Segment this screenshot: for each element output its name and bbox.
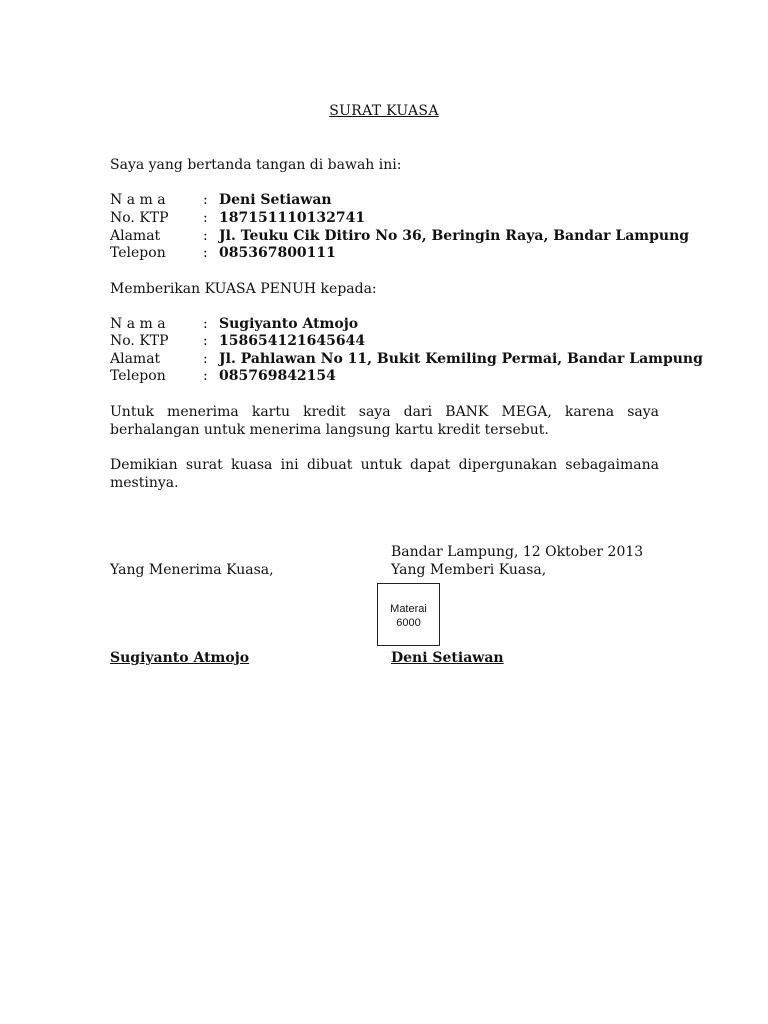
giver-name: Deni Setiawan [391,650,504,666]
field-label: N a m a [110,192,166,208]
purpose-line: Untuk menerima kartu kredit saya dari BANK MEGA, karena saya [110,404,659,420]
receiver-name: Sugiyanto Atmojo [110,650,250,666]
field-colon: : [203,333,208,349]
place-date: Bandar Lampung, 12 Oktober 2013 [391,544,644,560]
field-colon: : [203,245,208,261]
grant-statement: Memberikan KUASA PENUH kepada: [110,281,377,297]
purpose-paragraph [110,403,659,439]
field-label: Telepon [110,245,166,261]
field-colon: : [203,228,208,244]
field-label: Alamat [110,351,161,367]
stamp-label: Materai [390,603,427,615]
stamp-value: 6000 [396,617,421,629]
field-label: No. KTP [110,210,169,226]
grantor-phone-value: 085367800111 [219,245,336,261]
document-title: SURAT KUASA [329,103,439,119]
grantor-address-value: Jl. Teuku Cik Ditiro No 36, Beringin Raya, Bandar Lampung [219,228,690,244]
field-label: Telepon [110,368,166,384]
field-label: Alamat [110,228,161,244]
grantee-phone-value: 085769842154 [219,368,336,384]
closing-line: mestinya. [110,475,179,491]
field-colon: : [203,351,208,367]
revenue-stamp-box [377,583,440,646]
field-colon: : [203,368,208,384]
field-label: No. KTP [110,333,169,349]
grantee-name-value: Sugiyanto Atmojo [219,316,359,332]
intro-text: Saya yang bertanda tangan di bawah ini: [110,157,402,173]
grantee-ktp-value: 158654121645644 [219,333,366,349]
receiver-caption: Yang Menerima Kuasa, [110,562,274,578]
closing-line: Demikian surat kuasa ini dibuat untuk dapat dipergunakan sebagaimana [110,457,659,473]
closing-paragraph [110,456,659,492]
grantor-ktp-value: 187151110132741 [219,210,366,226]
field-colon: : [203,316,208,332]
grantor-name-value: Deni Setiawan [219,192,332,208]
giver-caption: Yang Memberi Kuasa, [391,562,547,578]
field-colon: : [203,210,208,226]
purpose-line: berhalangan untuk menerima langsung kartu kredit tersebut. [110,422,549,438]
grantee-address-value: Jl. Pahlawan No 11, Bukit Kemiling Permai, Bandar Lampung [219,351,703,367]
field-label: N a m a [110,316,166,332]
field-colon: : [203,192,208,208]
